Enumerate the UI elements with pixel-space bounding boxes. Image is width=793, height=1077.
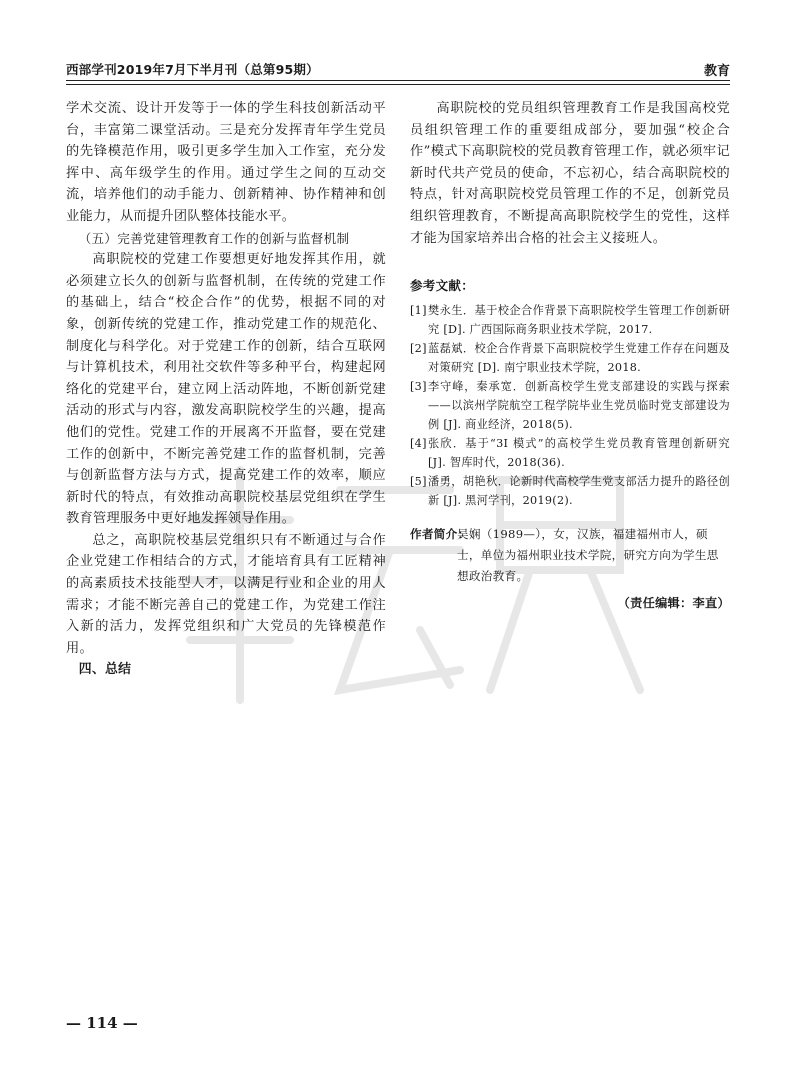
- reference-text: 潘勇，胡艳秋．论新时代高校学生党支部活力提升的路径创新 [J]. 黑河学刊，2019(2).: [428, 474, 730, 507]
- reference-number: [4]: [410, 436, 427, 450]
- reference-number: [1]: [410, 303, 427, 317]
- responsible-editor: （责任编辑：李直）: [617, 595, 730, 610]
- running-header: [66, 60, 730, 82]
- author-bio-text: 吴娴（1989—），女，汉族，福建福州市人，硕士，单位为福州职业技术学院，研究方向为学生思想政治教育。: [457, 526, 719, 583]
- section-label: 教育: [703, 64, 730, 79]
- section-heading: 四、总结: [78, 662, 132, 678]
- right-column: [410, 98, 730, 614]
- reference-text: 张欣．基于“3I 模式”的高校学生党员教育管理创新研究 [J]. 智库时代，2018(36).: [428, 436, 730, 469]
- paragraph: 高职院校的党员组织管理教育工作是我国高校党员组织管理工作的重要组成部分，要加强“校企合作”模式下高职院校的党员教育管理工作，就必须牢记新时代共产党员的使命，不忘初心，结合高职院校的特点，针对高职院校党员管理工作的不足，创新党员组织管理教育，不断提高高职院校学生的党性，这样才能为国家培养出合格的社会主义接班人。: [410, 101, 730, 246]
- reference-item: [410, 301, 730, 339]
- references-heading: 参考文献：: [410, 278, 475, 294]
- author-bio: [410, 524, 730, 587]
- reference-text: 李守峰，秦承宽．创新高校学生党支部建设的实践与探索——以滨州学院航空工程学院毕业生党员临时党支部建设为例 [J]. 商业经济，2018(5).: [428, 379, 730, 431]
- reference-number: [2]: [410, 341, 427, 355]
- left-column: [66, 98, 386, 681]
- subsection-heading: （五）完善党建管理教育工作的创新与监督机制: [78, 230, 350, 246]
- header-rule-thick: [66, 80, 730, 81]
- page-number: — 114 —: [66, 1014, 138, 1032]
- reference-item: [410, 472, 730, 510]
- paragraph: 总之，高职院校基层党组织只有不断通过与合作企业党建工作相结合的方式，才能培育具有工匠精神的高素质技术技能型人才，以满足行业和企业的用人需求；才能不断完善自己的党建工作，为党建工作注入新的活力，发挥党组织和广大党员的先锋模范作用。: [66, 532, 386, 656]
- reference-text: 樊永生．基于校企合作背景下高职院校学生管理工作创新研究 [D]. 广西国际商务职业技术学院，2017.: [428, 303, 730, 336]
- paragraph: 学术交流、设计开发等于一体的学生科技创新活动平台，丰富第二课堂活动。三是充分发挥青年学生党员的先锋模范作用，吸引更多学生加入工作室，充分发挥中、高年级学生的作用。通过学生之间的互动交流，培养他们的动手能力、创新精神、协作精神和创业能力，从而提升团队整体技能水平。: [66, 101, 386, 224]
- reference-item: [410, 339, 730, 377]
- reference-number: [3]: [410, 379, 427, 393]
- journal-issue-title: 西部学刊2019年7月下半月刊（总第95期）: [66, 62, 319, 77]
- paragraph: 高职院校的党建工作要想更好地发挥其作用，就必须建立长久的创新与监督机制，在传统的党建工作的基础上，结合“校企合作”的优势，根据不同的对象，创新传统的党建工作，推动党建工作的规范化、制度化与科学化。对于党建工作的创新，结合互联网与计算机技术，利用社交软件等多种平台，构建起网络化的党建平台，建立网上活动阵地，不断创新党建活动的形式与内容，激发高职院校学生的兴趣，提高他们的党性。党建工作的开展离不开监督，要在党建工作的创新中，不断完善党建工作的监督机制，完善与创新监督方法与方式，提高党建工作的效率，顺应新时代的特点，有效推动高职院校基层党组织在学生教育管理服务中更好地发挥领导作用。: [66, 252, 386, 527]
- reference-number: [5]: [410, 474, 427, 488]
- header-rule-thin: [66, 84, 730, 85]
- reference-item: [410, 434, 730, 472]
- reference-text: 蓝磊斌．校企合作背景下高职院校学生党建工作存在问题及对策研究 [D]. 南宁职业技术学院，2018.: [428, 341, 730, 374]
- author-bio-label: 作者简介：: [410, 526, 470, 541]
- reference-item: [410, 377, 730, 434]
